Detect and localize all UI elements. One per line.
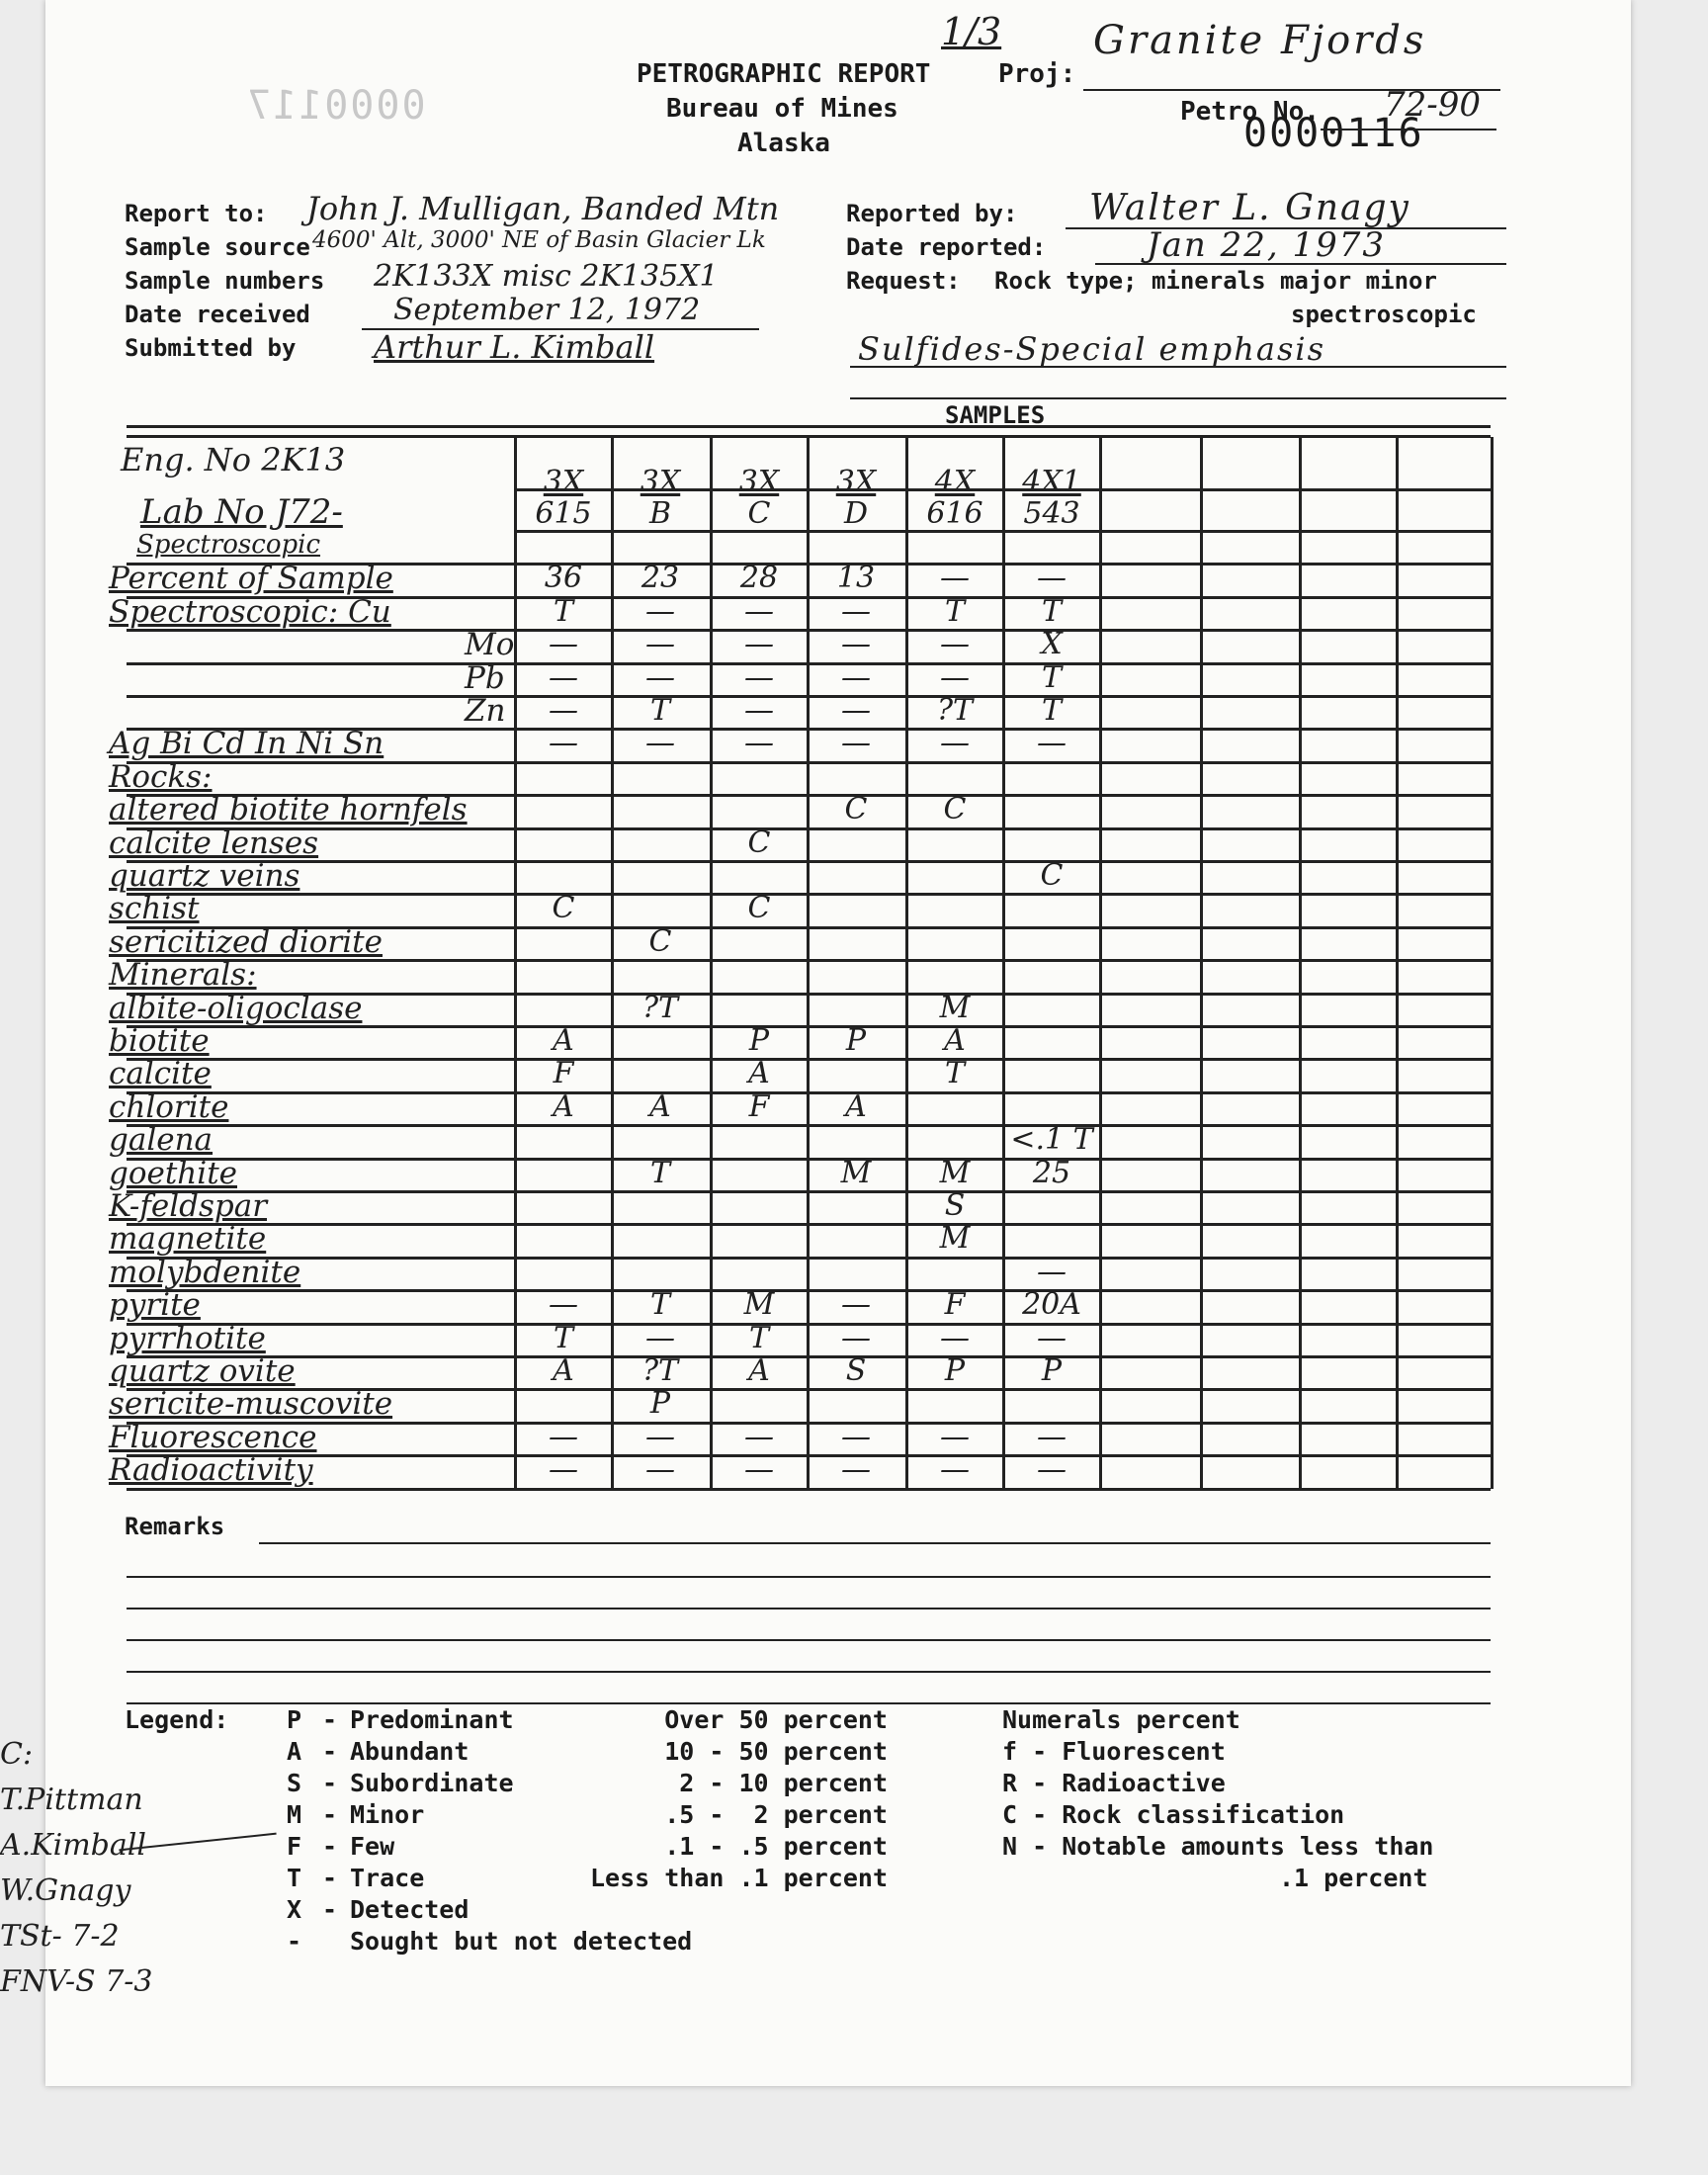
row-label: Ag Bi Cd In Ni Sn: [109, 726, 384, 762]
stamp-number-faded: 0000117: [245, 83, 426, 129]
table-cell: C: [552, 891, 575, 926]
row-label: schist: [109, 891, 200, 927]
table-cell: —: [841, 1320, 871, 1355]
date-reported-underline: [1095, 263, 1506, 265]
cc-entry: T.Pittman: [0, 1783, 143, 1817]
row-label: pyrrhotite: [109, 1320, 266, 1356]
table-cell: —: [744, 693, 774, 728]
table-cell: —: [841, 1419, 871, 1454]
table-cell: P: [748, 1023, 770, 1058]
legend-dash: -: [322, 1832, 338, 1861]
table-cell: C: [943, 792, 967, 827]
table-cell: ?T: [641, 1353, 679, 1388]
table-cell: A: [553, 1088, 574, 1124]
table-cell: —: [549, 1419, 578, 1454]
samples-label: SAMPLES: [945, 401, 1046, 429]
table-cell: —: [1037, 1254, 1067, 1289]
table-column-line: [1099, 437, 1102, 1489]
legend-title: Legend:: [125, 1705, 229, 1734]
table-cell: —: [645, 627, 675, 662]
petro-no-value: 72-90: [1384, 85, 1482, 125]
request-note-underline: [850, 366, 1506, 368]
row-label: calcite: [109, 1056, 212, 1092]
table-cell: C: [648, 923, 672, 959]
table-cell: T: [553, 1320, 573, 1355]
table-cell: M: [939, 1155, 971, 1190]
table-cell: —: [645, 1452, 675, 1488]
request-value: Rock type; minerals major minor: [994, 267, 1437, 295]
legend-meaning: Abundant: [350, 1737, 470, 1766]
legend-range: Over 50 percent: [664, 1705, 888, 1734]
row-label: K-feldspar: [109, 1188, 268, 1224]
table-cell: ?T: [936, 693, 974, 728]
proj-label: Proj:: [998, 59, 1076, 89]
table-cell: —: [1037, 1452, 1067, 1488]
table-cell: —: [841, 1452, 871, 1488]
table-cell: —: [645, 1419, 675, 1454]
table-cell: —: [744, 1452, 774, 1488]
table-row-line: [127, 959, 1491, 962]
sample-numbers-value: 2K133X misc 2K135X1: [374, 259, 719, 294]
request-label: Request:: [846, 267, 961, 295]
legend-note: R - Radioactive: [1002, 1769, 1226, 1797]
column-eng-no: 4X: [934, 465, 976, 499]
table-cell: 23: [640, 561, 680, 596]
column-eng-no: 3X: [835, 465, 877, 499]
legend-meaning: Subordinate: [350, 1769, 514, 1797]
table-cell: A: [649, 1088, 671, 1124]
table-cell: —: [549, 726, 578, 761]
legend-dash: -: [322, 1737, 338, 1766]
table-cell: —: [549, 627, 578, 662]
table-cell: A: [748, 1056, 770, 1091]
table-row-line: [127, 860, 1491, 863]
sample-source-label: Sample source: [125, 233, 310, 261]
table-cell: C: [844, 792, 868, 827]
table-cell: 25: [1032, 1155, 1071, 1190]
table-cell: A: [944, 1023, 966, 1058]
table-row-line: [127, 1488, 1491, 1491]
table-cell: A: [553, 1353, 574, 1388]
column-eng-no: 3X: [543, 465, 584, 499]
legend-meaning: Minor: [350, 1800, 425, 1829]
table-column-line: [1491, 437, 1494, 1489]
table-cell: —: [940, 1452, 970, 1488]
table-cell: F: [944, 1287, 966, 1323]
row-label: molybdenite: [109, 1254, 301, 1290]
table-cell: T: [944, 593, 965, 629]
legend-dash: -: [322, 1800, 338, 1829]
legend-dash: -: [322, 1864, 338, 1892]
legend-range: Less than .1 percent: [589, 1864, 888, 1892]
table-row-line: [127, 1257, 1491, 1260]
table-row-line: [127, 1190, 1491, 1193]
table-row-line: [127, 1058, 1491, 1061]
row-label: Pb: [465, 659, 505, 696]
table-cell: A: [748, 1353, 770, 1388]
remarks-line: [127, 1671, 1491, 1673]
table-cell: T: [944, 1056, 965, 1091]
table-cell: T: [1041, 659, 1062, 695]
legend-meaning: Trace: [350, 1864, 425, 1892]
table-row-line: [127, 827, 1491, 830]
state-name: Alaska: [737, 129, 830, 158]
row-label: altered biotite hornfels: [109, 792, 468, 828]
legend-note: Numerals percent: [1002, 1705, 1240, 1734]
submitted-by-value: Arthur L. Kimball: [374, 328, 655, 366]
row-label: goethite: [109, 1155, 237, 1191]
legend-note: .1 percent: [1279, 1864, 1428, 1892]
table-cell: S: [845, 1353, 867, 1388]
legend-range: 2 - 10 percent: [679, 1769, 888, 1797]
table-cell: —: [1037, 1419, 1067, 1454]
table-cell: —: [940, 726, 970, 761]
row-label: sericitized diorite: [109, 923, 383, 960]
remarks-label: Remarks: [125, 1513, 225, 1540]
legend-range: .1 - .5 percent: [664, 1832, 888, 1861]
reported-by-value: Walter L. Gnagy: [1089, 188, 1410, 228]
table-cell: —: [1037, 561, 1067, 596]
table-cell: —: [841, 659, 871, 695]
legend-meaning: Sought but not detected: [350, 1927, 693, 1956]
table-cell: T: [748, 1320, 769, 1355]
table-cell: —: [841, 593, 871, 629]
row-label: quartz veins: [109, 858, 300, 894]
table-cell: F: [748, 1088, 770, 1124]
table-cell: 28: [739, 561, 779, 596]
legend-note: C - Rock classification: [1002, 1800, 1345, 1829]
request-note: Sulfides-Special emphasis: [858, 330, 1326, 368]
legend-code: A: [287, 1737, 302, 1766]
table-cell: —: [549, 1452, 578, 1488]
table-cell: S: [944, 1188, 966, 1223]
table-cell: —: [744, 726, 774, 761]
legend-meaning: Few: [350, 1832, 395, 1861]
column-eng-no: 4X1: [1022, 465, 1081, 499]
table-cell: —: [744, 659, 774, 695]
table-cell: 36: [544, 561, 583, 596]
legend-note: N - Notable amounts less than: [1002, 1832, 1434, 1861]
request-line2: spectroscopic: [1291, 301, 1477, 328]
row-label: magnetite: [109, 1221, 267, 1258]
table-column-line: [1299, 437, 1302, 1489]
row-label: biotite: [109, 1023, 210, 1059]
petro-underline: [1321, 129, 1496, 130]
table-cell: T: [649, 1287, 670, 1323]
column-lab-no: B: [648, 496, 672, 531]
table-cell: P: [944, 1353, 966, 1388]
table-cell: X: [1041, 627, 1063, 662]
row-label: Mo: [465, 627, 515, 663]
table-cell: —: [940, 1419, 970, 1454]
table-cell: T: [1041, 593, 1062, 629]
date-reported-label: Date reported:: [846, 233, 1047, 261]
table-cell: M: [939, 990, 971, 1025]
legend-dash: -: [322, 1705, 338, 1734]
row-label: sericite-muscovite: [109, 1386, 393, 1423]
table-cell: —: [645, 1320, 675, 1355]
table-cell: —: [744, 593, 774, 629]
legend-dash: -: [322, 1769, 338, 1797]
remarks-line: [259, 1542, 1491, 1544]
legend-code: F: [287, 1832, 302, 1861]
agency-name: Bureau of Mines: [666, 94, 898, 124]
samples-topline: [850, 397, 1506, 399]
table-row-line: [127, 1223, 1491, 1226]
column-lab-no: 616: [926, 496, 983, 531]
row-label: Minerals:: [109, 957, 257, 994]
remarks-line: [127, 1608, 1491, 1610]
legend-code: M: [287, 1800, 302, 1829]
reported-by-label: Reported by:: [846, 200, 1018, 227]
table-cell: T: [1041, 693, 1062, 728]
table-cell: —: [1037, 726, 1067, 761]
table-cell: P: [1041, 1353, 1063, 1388]
table-cell: —: [645, 659, 675, 695]
table-cell: —: [940, 1320, 970, 1355]
row-label: galena: [109, 1122, 214, 1159]
proj-value: Granite Fjords: [1093, 18, 1427, 63]
table-topline: [127, 425, 1491, 428]
table-cell: A: [845, 1088, 867, 1124]
table-cell: M: [939, 1221, 971, 1257]
remarks-line: [127, 1639, 1491, 1641]
table-cell: C: [747, 825, 771, 860]
table-cell: —: [841, 693, 871, 728]
column-lab-no: D: [843, 496, 869, 531]
table-cell: —: [645, 726, 675, 761]
row-label: pyrite: [109, 1287, 201, 1324]
table-cell: —: [940, 561, 970, 596]
table-cell: —: [841, 627, 871, 662]
cc-entry: TSt- 7-2: [0, 1919, 120, 1954]
cc-entry: FNV-S 7-3: [0, 1964, 153, 1999]
column-lab-no: 615: [535, 496, 592, 531]
eng-no-label: Eng. No 2K13: [121, 441, 346, 478]
table-cell: —: [940, 627, 970, 662]
row-label: chlorite: [109, 1088, 229, 1125]
sample-numbers-label: Sample numbers: [125, 267, 325, 295]
table-cell: —: [645, 593, 675, 629]
table-column-line: [1396, 437, 1399, 1489]
cc-entry: C:: [0, 1737, 34, 1772]
table-cell: C: [1040, 858, 1064, 893]
legend-code: X: [287, 1895, 302, 1924]
date-received-value: September 12, 1972: [393, 293, 701, 327]
table-cell: —: [744, 1419, 774, 1454]
legend-meaning: Detected: [350, 1895, 470, 1924]
table-row-line: [127, 1124, 1491, 1127]
date-reported-value: Jan 22, 1973: [1147, 225, 1387, 265]
cc-entry: A.Kimball: [0, 1828, 146, 1863]
table-cell: —: [744, 627, 774, 662]
table-cell: —: [841, 726, 871, 761]
report-to-value: John J. Mulligan, Banded Mtn: [306, 190, 780, 227]
row-label: Radioactivity: [109, 1452, 313, 1489]
table-cell: —: [549, 693, 578, 728]
table-cell: P: [845, 1023, 867, 1058]
row-label: Spectroscopic: [136, 530, 321, 560]
legend-code: S: [287, 1769, 302, 1797]
table-cell: —: [1037, 1320, 1067, 1355]
table-cell: M: [840, 1155, 872, 1190]
table-row-line: [127, 761, 1491, 764]
table-cell: 13: [836, 561, 876, 596]
remarks-line: [127, 1576, 1491, 1578]
stamp-number: 0000116: [1243, 111, 1424, 156]
column-eng-no: 3X: [738, 465, 780, 499]
table-cell: —: [841, 1287, 871, 1323]
legend-meaning: Predominant: [350, 1705, 514, 1734]
row-label: calcite lenses: [109, 825, 319, 861]
table-cell: P: [649, 1386, 671, 1422]
page-mark: 1/3: [941, 10, 1002, 53]
table-cell: F: [553, 1056, 574, 1091]
table-cell: T: [553, 593, 573, 629]
table-cell: T: [649, 1155, 670, 1190]
report-title: PETROGRAPHIC REPORT: [637, 59, 931, 89]
submitted-by-label: Submitted by: [125, 334, 297, 362]
table-column-line: [1200, 437, 1203, 1489]
column-eng-no: 3X: [640, 465, 681, 499]
legend-note: f - Fluorescent: [1002, 1737, 1226, 1766]
table-cell: ?T: [641, 990, 679, 1025]
table-cell: C: [747, 891, 771, 926]
table-cell: M: [743, 1287, 775, 1323]
row-label: Fluorescence: [109, 1419, 317, 1455]
column-lab-no: 543: [1023, 496, 1080, 531]
cc-entry: W.Gnagy: [0, 1873, 131, 1908]
legend-dash: -: [322, 1895, 338, 1924]
row-label: Rocks:: [109, 758, 213, 795]
table-cell: —: [549, 659, 578, 695]
table-cell: A: [553, 1023, 574, 1058]
table-cell: —: [549, 1287, 578, 1323]
date-received-label: Date received: [125, 301, 310, 328]
legend-range: 10 - 50 percent: [664, 1737, 888, 1766]
legend-code: T: [287, 1864, 302, 1892]
row-label: Spectroscopic: Cu: [109, 593, 391, 630]
table-cell: 20A: [1022, 1287, 1081, 1323]
table-cell: —: [940, 659, 970, 695]
row-label: Percent of Sample: [109, 561, 393, 597]
sample-source-value: 4600' Alt, 3000' NE of Basin Glacier Lk: [312, 227, 766, 253]
table-row-line: [127, 893, 1491, 896]
petro-no-label: Petro No.: [1180, 97, 1320, 127]
report-to-label: Report to:: [125, 200, 268, 227]
legend-code: -: [287, 1927, 302, 1956]
column-lab-no: C: [747, 496, 771, 531]
row-label: albite-oligoclase: [109, 990, 363, 1026]
legend-code: P: [287, 1705, 302, 1734]
lab-no-label: Lab No J72-: [140, 492, 343, 532]
legend-range: .5 - 2 percent: [664, 1800, 888, 1829]
table-cell: T: [649, 693, 670, 728]
row-label: Zn: [465, 693, 506, 729]
table-cell: <.1 T: [1010, 1122, 1093, 1158]
row-label: quartz ovite: [109, 1353, 296, 1389]
